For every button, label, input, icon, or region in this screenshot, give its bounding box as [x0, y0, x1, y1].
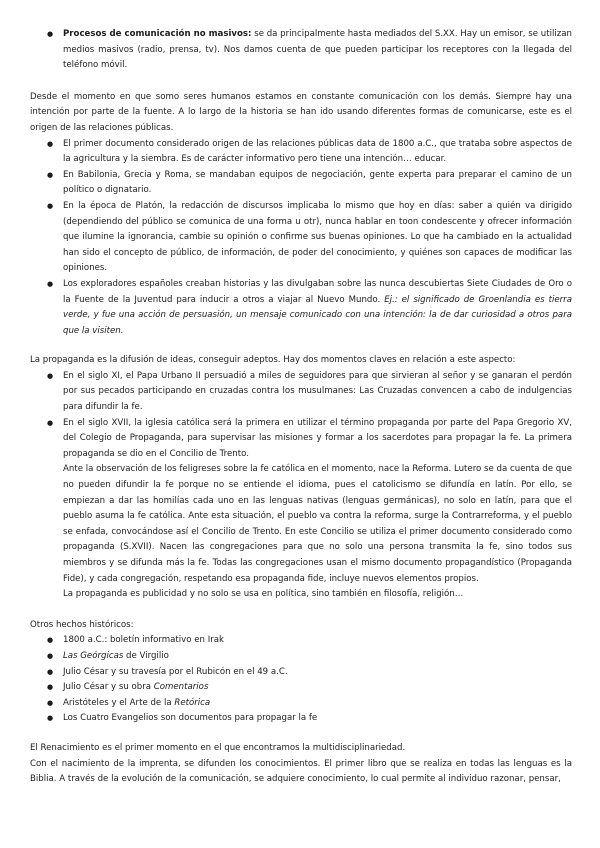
list-item: ● Los Cuatro Evangelios son documentos para propagar la fe	[30, 711, 572, 727]
paragraph-propaganda: La propaganda es la difusión de ideas, conseguir adeptos. Hay dos momentos claves en relación a este aspecto:	[30, 355, 516, 366]
list-item	[30, 680, 572, 696]
list-continuation: La propaganda es publicidad y no solo se usa en política, sino también en filosofía, religión…	[63, 589, 464, 600]
title-italic: Retórica	[174, 697, 211, 708]
list-item: ● Julio César y su travesía por el Rubicón en el 49 a.C.	[30, 665, 572, 681]
title-italic: Comentarios	[153, 682, 209, 693]
paragraph-imprenta: Con el nacimiento de la imprenta, se difunden los conocimientos. El primer libro que se realiza en todas las lenguas es la Biblia. A través de la evolución de la comunicación, se adquiere conocimiento, lo cual permite al individuo razonar, pensar,	[30, 758, 572, 785]
list-item	[30, 649, 572, 665]
list-item-text: Los exploradores españoles creaban historias y las divulgaban sobre las nunca descubiertas Siete Ciudades de Oro o la Fuente de la Juventud para inducir a otros a viajar al Nuevo Mundo.	[63, 278, 572, 305]
list-item: ● En el siglo XI, el Papa Urbano II persuadió a miles de seguidores para que sirvieran al señor y se ganaran el perdón por sus pecados participando en cruzadas contra los musulmanes: Las Cruzadas convencen a cabo de indulgencias para difundir la fe.	[30, 369, 572, 416]
list-item-text: de Virgilio	[123, 650, 169, 661]
list-item	[30, 696, 572, 712]
paragraph-otros-hechos: Otros hechos históricos:	[30, 619, 134, 630]
example-italic: Ej.: el significado de Groenlandia es tierra verde, y fue una acción de persuasión, un mensaje comunicado con una intención: la de dar curiosidad a otros para que la visiten.	[63, 294, 572, 336]
list-item-text: Julio César y su obra	[63, 682, 154, 693]
list-item	[30, 277, 572, 339]
list-item-text: se da principalmente hasta mediados del S.XX. Hay un emisor, se utilizan medios masivos (radio, prensa, tv). Nos damos cuenta de que pueden participar los receptores con la llegada del teléfono móvil.	[63, 29, 572, 71]
document-page	[30, 27, 572, 788]
list-item-text: Aristóteles y el Arte de la	[63, 697, 175, 708]
history-list	[30, 137, 572, 340]
intro-list	[30, 27, 572, 74]
list-item: ● 1800 a.C.: boletín informativo en Irak	[30, 633, 572, 649]
paragraph-relaciones-publicas: Desde el momento en que somo seres humanos estamos en constante comunicación con los demás. Siempre hay una intención por parte de la fuente. A lo largo de la historia se han ido usando diferentes formas de comunicarse, este es el origen de las relaciones públicas.	[30, 91, 572, 133]
propaganda-list	[30, 369, 572, 463]
list-item: ● En Babilonia, Grecia y Roma, se mandaban equipos de negociación, gente experta para preparar el camino de un político o dignatario.	[30, 168, 572, 199]
list-item	[30, 27, 572, 74]
paragraph-renacimiento: El Renacimiento es el primer momento en el que encontramos la multidisciplinariedad.	[30, 742, 406, 753]
list-continuation: Ante la observación de los feligreses sobre la fe católica en el momento, nace la Reforma. Lutero se da cuenta de que no pueden difundir la fe porque no se entiende el idioma, pues el catolicismo se difundía en latín. Por ello, se empiezan a dar las homilías cada uno en las lenguas nativas (lenguas germánicas), no solo en latín, para que el pueblo asuma la fe católica. Ante esta situación, el pueblo va contra la reforma, surge la Contrarreforma, y el pueblo se enfada, convocándose así el Concilio de Trento. En este Concilio se utiliza el primer documento considerado como propaganda (S.XVII). Nacen las congregaciones para que no solo una persona transmita la fe, sino todos sus miembros y se difunda más la fe. Todas las congregaciones usan el mismo documento propagandístico (Propaganda Fide), y cada congregación, respetando esa propaganda fide, incluye nuevos elementos propios.	[63, 464, 572, 584]
list-item: ● En el siglo XVII, la iglesia católica será la primera en utilizar el término propaganda por parte del Papa Gregorio XV, del Colegio de Propaganda, para supervisar las misiones y formar a los sacerdotes para propagar la fe. La primera propaganda se dio en el Concilio de Trento.	[30, 416, 572, 463]
title-italic: Las Geórgicas	[63, 650, 124, 661]
list-item: ● En la época de Platón, la redacción de discursos implicaba lo mismo que hoy en días: saber a quién va dirigido (dependiendo del público se comunica de una forma u otr), nunca hablar en toon condescente y ofrecer información que ilumine la ignorancia, cambie su opinión o confirme sus buenas opiniones. Lo que ha cambiado en la actualidad han sido el concepto de público, de información, de poder del conocimiento, y quiénes son capaces de modificar las opiniones.	[30, 199, 572, 277]
bold-term: Procesos de comunicación no masivos:	[63, 29, 252, 39]
other-facts-list	[30, 633, 572, 727]
list-item: ● El primer documento considerado origen de las relaciones públicas data de 1800 a.C., que trataba sobre aspectos de la agricultura y la siembra. Es de carácter informativo pero tiene una intención… educar.	[30, 137, 572, 168]
